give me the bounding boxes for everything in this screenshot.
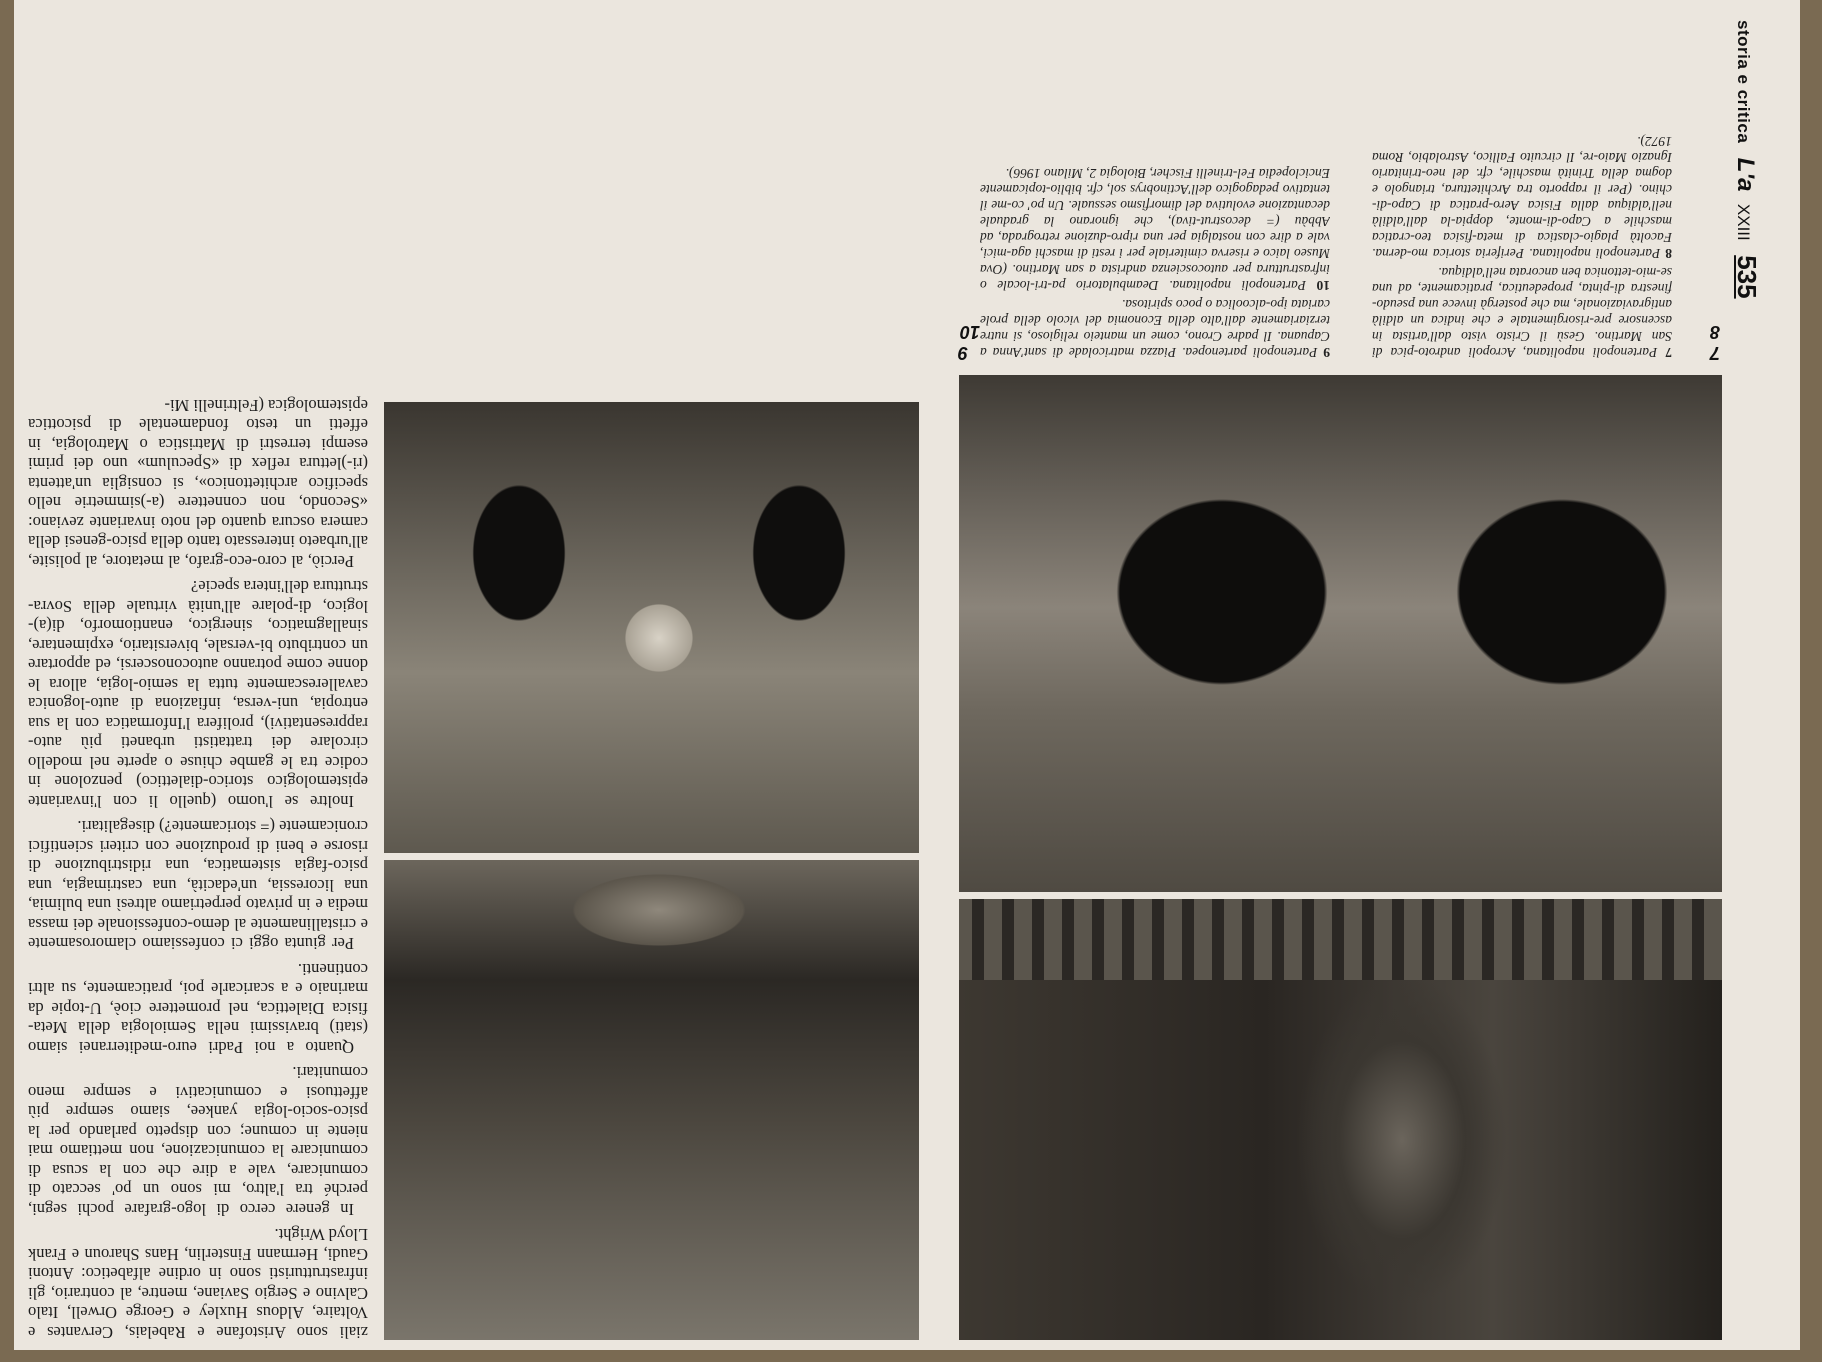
magazine-spread (14, 0, 1800, 1350)
caption-7 (1372, 133, 1672, 360)
body-paragraph: In genere cerco di logo-grafare pochi segni, perché tra l'altro, mi sono un po' seccato di comunicare, vale a dire che con la scusa di comunicare la comunicazione, non mettiamo mai niente in comune; con dispetto parlando per la psico-socio-logia yankee, siamo sempre più affettuosi e comunicativi e sempre meno comunitari. (28, 1063, 368, 1219)
figure-number-9: 9 (957, 343, 968, 363)
running-head (1731, 20, 1762, 299)
page-number: 535 (1732, 255, 1762, 299)
photo-9-piazza-capuana (384, 860, 919, 1340)
caption-9-text: Partenopoli partenopea. Piazza matricolade di sant'Anna a Capuana. Il padre Crono, come un manteio religioso, si nutre terziariamente dall'alto della Economia del vicolo della prole cariata ipo-alcoolica o poco spiritosa. (980, 297, 1330, 360)
journal-title: L'a (1732, 157, 1759, 192)
caption-9-10 (980, 165, 1330, 360)
body-paragraph: ziali sono Aristofane e Rabelais, Cervantes e Voltaire, Aldous Huxley e George Orwell, Italo Calvino e Sergio Saviane, mentre, al contrario, gli infrastrutturisti sono in ordine alfabetico: Antoni Gaudi, Hermann Finsterlin, Hans Sharoun e Frank Lloyd Wright. (28, 1225, 368, 1342)
body-paragraph: Per giunta oggi ci confessiamo clamorosamente e cristallinamente al demo-confessionale dei massa media e in privato perpetriamo altresì una bulimia, una licoressia, un'edacità, una castrimagia, una psico-fagia sistematica, una ridistribuzione di risorse e beni di produzione con criteri scientifici cronicamente (= storicamente?) disegalitari. (28, 817, 368, 954)
figure-number-10: 10 (959, 322, 980, 342)
caption-8-text: Partenopoli napolitana. Periferia storica mo-derna. Facoltà plagio-clastica di meta-fisica teo-cratica maschile a Capo-di-monte, doppia-la dall'aldilà nell'aldiqua dalla Fisica Aero-pratica di Capo-di-chino. (Per il rapporto tra Architettura, triangolo e dogma della Trinità maschile, cfr. del neo-trinitario Ignazio Maio-re, Il circuito Fallico, Astrolabio, Roma 1972). (1372, 134, 1672, 261)
body-paragraph: Perciò, al coro-eco-grafo, al metatore, al polisite, all'urbaeto interessato tanto della psico-genesi della camera oscura quanto del noto invariante zeviano: «Secondo, non connettere (a-)simmetrie nello specifico architettonico», si consiglia un'attenta (ri-)lettura reflex di «Speculum» uno dei primi esempi terrestri di Matristica o Matrologia, in effetti un testo fondamentale di psicottica epistemologica (Feltrinelli Mi- (28, 396, 368, 571)
caption-9-number: 9 (1323, 345, 1330, 360)
caption-8-number: 8 (1665, 246, 1672, 261)
caption-7-text: Partenopoli napolitana, Acropoli androto-pica di San Martino. Gesù il Cristo visto dall'artista in ascensore pre-risorgimentale e che indica un aldilà antigraviazionale, ma che postergà invece una pseudo-finestra di-pinta, propedeutica, praticamente, ad una se-mio-tettonica ben ancorata nell'aldiqua. (1372, 265, 1672, 360)
body-paragraph: Quanto a noi Padri euro-mediterranei siamo (stati) bravissimi nella Semiologia della Meta-fisica Dialettica, nel prometterе cioè, U-topie da marinaio e a scaricarle poi, praticamente, su altri continenti. (28, 960, 368, 1057)
photo-7-christ-figure (959, 899, 1722, 1340)
body-paragraph: Inoltre se l'uomo (quello li con l'invariante epistemologico storico-dialettico) penzolone in codice tra le gambe chiuse o aperte nel modello circolare dei trattatisti urbaneti più auto-rappresentativi), prolifera l'Informatica con la sua entropia, uni-versa, infiaziona di auto-logonica cavallerescamente tutta la semio-logia, allora le donne come potranno autoconoscersi, ed apportare un contributo bi-versale, biversitario, expimentare, sinallagmatico, sinergico, enantiomorfo, di(a)-logico, di-polare all'unità virtuale della Sovra-struttura dell'intera specie? (28, 577, 368, 811)
caption-7-number: 7 (1665, 345, 1672, 360)
caption-column-9-10 (960, 10, 1330, 360)
photo-10-skull-capital (384, 402, 919, 853)
figure-number-7: 7 (1709, 343, 1720, 363)
photo-8-arcade-facade (959, 375, 1722, 892)
section-label: storia e critica (1734, 20, 1753, 144)
rotated-content (14, 0, 1800, 1350)
caption-column-7-8 (1332, 10, 1672, 360)
figure-number-8: 8 (1709, 322, 1720, 342)
issue-number: XXIII (1734, 203, 1753, 241)
caption-10-number: 10 (1316, 278, 1330, 293)
article-body (28, 7, 368, 1342)
caption-10-text: Partenopoli napolitana. Deambulatorio pa-tri-locale o infrastruttura per autocoscienza andrista a san Martino. (Ova Museo laico e riserva cimiteriale per i resti di maschi aga-mici, vale a dire con nostalgia per una ripro-duzione retrograda, ad Abbàu (= decostrut-tiva), che ignorano la graduale decantazione evolutiva del dimorfismo sessuale. Un po' co-me il tentativo pedagogico dell'Actinobrys sol, cfr. biblio-topicamente Enciclopedia Fel-trinelli Fischer, Biologia 2, Milano 1966). (980, 166, 1330, 293)
